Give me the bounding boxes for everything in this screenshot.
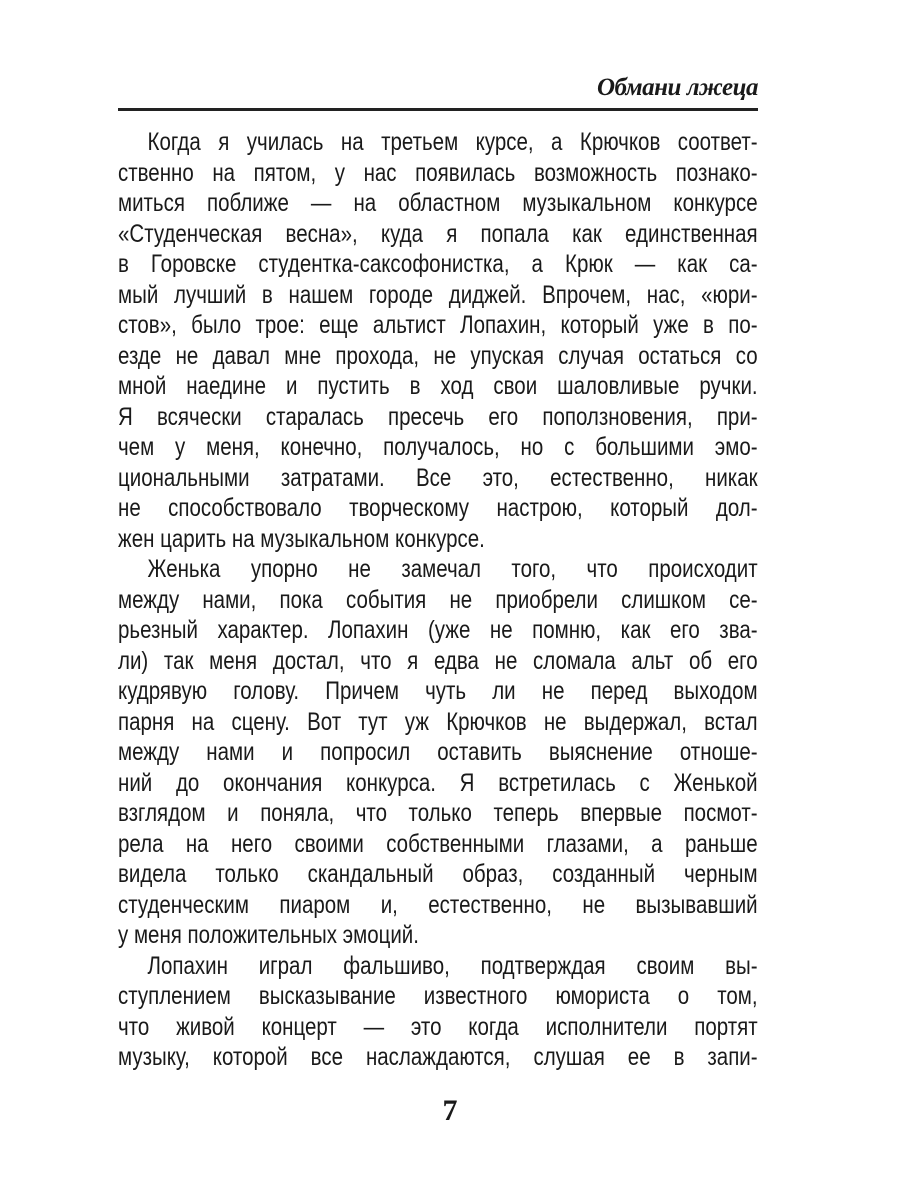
- text-line: «Студенческая весна», куда я попала как единственная: [118, 219, 758, 248]
- text-line: ли) так меня достал, что я едва не сломала альт об его: [118, 646, 758, 675]
- text-line: жен царить на музыкальном конкурсе.: [118, 524, 485, 553]
- text-line: Я всячески старалась пресечь его поползновения, при-: [118, 402, 758, 431]
- text-line: миться поближе — на областном музыкальном конкурсе: [118, 189, 758, 217]
- text-line: у меня положительных эмоций.: [118, 921, 419, 949]
- text-line: студенческим пиаром и, естественно, не вызывавший: [118, 890, 758, 919]
- text-line: стов», было трое: еще альтист Лопахин, который уже в по-: [118, 311, 758, 339]
- text-line: Лопахин играл фальшиво, подтверждая своим вы-: [147, 951, 758, 980]
- text-line: рьезный характер. Лопахин (уже не помню, как его зва-: [118, 616, 758, 644]
- text-line: что живой концерт — это когда исполнители портят: [118, 1012, 758, 1041]
- text-line: парня на сцену. Вот тут уж Крючков не выдержал, встал: [118, 707, 758, 736]
- text-line: между нами, пока события не приобрели слишком се-: [118, 585, 758, 614]
- text-line: Женька упорно не замечал того, что происходит: [147, 555, 758, 583]
- text-line: взглядом и поняла, что только теперь впервые посмот-: [118, 799, 758, 827]
- text-line: ний до окончания конкурса. Я встретилась с Женькой: [118, 768, 758, 797]
- text-line: в Горовске студентка-саксофонистка, а Крюк — как са-: [118, 250, 758, 278]
- text-line: Когда я училась на третьем курсе, а Крючков соответ-: [147, 128, 758, 156]
- text-line: мый лучший в нашем городе диджей. Впрочем, нас, «юри-: [118, 280, 758, 309]
- header-rule: [118, 108, 758, 111]
- body-text: [118, 127, 758, 1073]
- text-line: ственно на пятом, у нас появилась возможность познако-: [118, 158, 758, 187]
- text-line: ступлением высказывание известного юмориста о том,: [118, 982, 758, 1010]
- page-number: 7: [442, 1094, 458, 1127]
- text-line: чем у меня, конечно, получалось, но с большими эмо-: [118, 433, 758, 461]
- text-line: музыку, которой все наслаждаются, слушая ее в запи-: [118, 1043, 758, 1071]
- text-line: кудрявую голову. Причем чуть ли не перед выходом: [118, 677, 758, 705]
- running-title: Обмани лжеца: [596, 74, 758, 101]
- text-line: не способствовало творческому настрою, который дол-: [118, 494, 758, 522]
- text-line: мной наедине и пустить в ход свои шаловливые ручки.: [118, 372, 758, 400]
- text-line: рела на него своими собственными глазами, а раньше: [118, 829, 758, 858]
- text-line: видела только скандальный образ, созданный черным: [118, 860, 758, 888]
- text-line: езде не давал мне прохода, не упуская случая остаться со: [118, 341, 758, 370]
- text-line: циональными затратами. Все это, естественно, никак: [118, 463, 758, 492]
- text-line: между нами и попросил оставить выяснение отноше-: [118, 738, 758, 766]
